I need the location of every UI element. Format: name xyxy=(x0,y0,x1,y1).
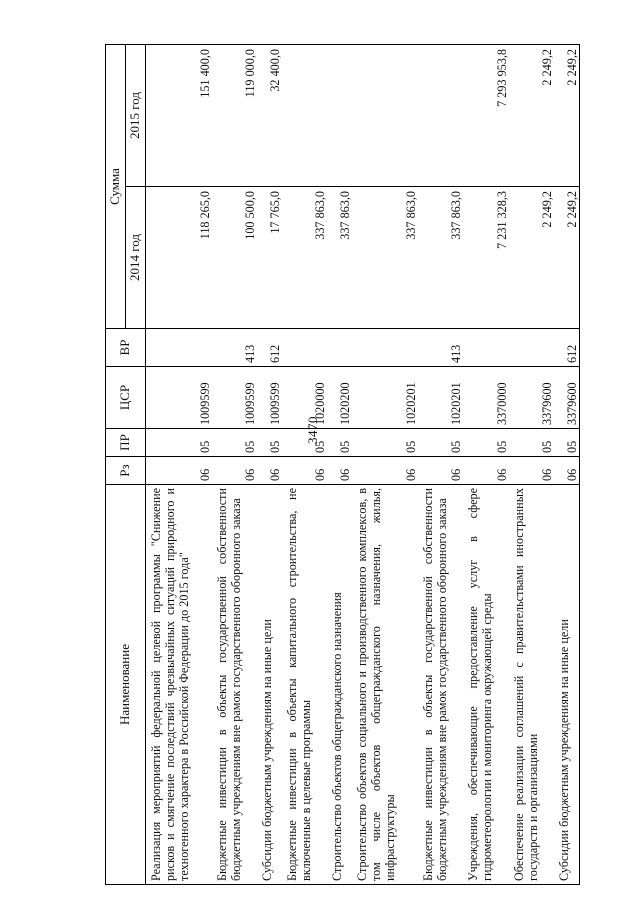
row-name: Бюджетные инвестиции в объекты государственной собственности бюджетным учреждениям вне рамок государственного оборонного заказа xyxy=(212,485,257,885)
page-number: 3470 xyxy=(305,416,320,444)
row-amount-2014: 100 500,0 xyxy=(212,187,257,329)
table-row xyxy=(509,45,554,885)
table-row xyxy=(463,45,508,885)
row-name: Учреждения, обеспечивающие предоставление услуг в сфере гидрометеорологии и мониторинга окружающей среды xyxy=(463,485,508,885)
row-rz: 06 xyxy=(146,457,212,485)
table-body xyxy=(146,45,580,885)
row-pr: 05 xyxy=(212,429,257,457)
table-header xyxy=(106,45,146,885)
row-pr: 05 xyxy=(554,429,580,457)
row-pr: 05 xyxy=(146,429,212,457)
row-name: Бюджетные инвестиции в объекты государственной собственности бюджетным учреждениям вне рамок государственного оборонного заказа xyxy=(418,485,463,885)
header-rz: Рз xyxy=(106,457,146,485)
header-year-2014: 2014 год xyxy=(126,187,146,329)
row-name: Субсидии бюджетным учреждениям на иные цели xyxy=(554,485,580,885)
row-amount-2014: 2 249,2 xyxy=(509,187,554,329)
row-csr: 1009599 xyxy=(257,367,282,429)
header-year-2015: 2015 год xyxy=(126,45,146,187)
row-amount-2015 xyxy=(418,45,463,187)
row-pr: 05 xyxy=(418,429,463,457)
row-pr: 05 xyxy=(282,429,327,457)
row-pr: 05 xyxy=(327,429,352,457)
row-amount-2015: 151 400,0 xyxy=(146,45,212,187)
row-name: Реализация мероприятий федеральной целевой программы "Снижение рисков и смягчение последствий чрезвычайных ситуаций природного и техногенного характера в Российской Федерации до 2015 года" xyxy=(146,485,212,885)
row-rz: 06 xyxy=(327,457,352,485)
row-rz: 06 xyxy=(352,457,418,485)
row-name: Бюджетные инвестиции в объекты капитального строительства, не включенные в целевые программы xyxy=(282,485,327,885)
header-name: Наименование xyxy=(106,485,146,885)
row-csr: 3379600 xyxy=(554,367,580,429)
row-amount-2015: 2 249,2 xyxy=(554,45,580,187)
row-amount-2015: 2 249,2 xyxy=(509,45,554,187)
row-rz: 06 xyxy=(282,457,327,485)
row-vr xyxy=(146,329,212,367)
row-amount-2015: 119 000,0 xyxy=(212,45,257,187)
row-amount-2014: 337 863,0 xyxy=(352,187,418,329)
row-name: Обеспечение реализации соглашений с правительствами иностранных государств и организациями xyxy=(509,485,554,885)
table-row xyxy=(257,45,282,885)
table-row xyxy=(352,45,418,885)
row-amount-2014: 337 863,0 xyxy=(418,187,463,329)
row-vr xyxy=(327,329,352,367)
table-row xyxy=(327,45,352,885)
row-csr: 3370000 xyxy=(463,367,508,429)
row-amount-2015: 32 400,0 xyxy=(257,45,282,187)
header-vr: ВР xyxy=(106,329,146,367)
row-csr: 1020201 xyxy=(418,367,463,429)
row-pr: 05 xyxy=(463,429,508,457)
table-row xyxy=(146,45,212,885)
row-amount-2014: 7 231 328,3 xyxy=(463,187,508,329)
row-vr: 612 xyxy=(554,329,580,367)
row-amount-2014: 337 863,0 xyxy=(327,187,352,329)
header-csr: ЦСР xyxy=(106,367,146,429)
rotated-table-container xyxy=(105,45,580,885)
table-row xyxy=(282,45,327,885)
row-rz: 06 xyxy=(418,457,463,485)
row-name: Субсидии бюджетным учреждениям на иные цели xyxy=(257,485,282,885)
row-csr: 1020000 xyxy=(282,367,327,429)
row-name: Строительство объектов социального и производственного комплексов, в том числе объектов общегражданского назначения, жилья, инфраструктуры xyxy=(352,485,418,885)
row-vr: 413 xyxy=(212,329,257,367)
row-name: Строительство объектов общегражданского назначения xyxy=(327,485,352,885)
row-csr: 3379600 xyxy=(509,367,554,429)
row-vr: 612 xyxy=(257,329,282,367)
row-vr xyxy=(352,329,418,367)
row-amount-2014: 118 265,0 xyxy=(146,187,212,329)
row-amount-2015 xyxy=(352,45,418,187)
row-amount-2014: 337 863,0 xyxy=(282,187,327,329)
row-amount-2015: 7 293 953,8 xyxy=(463,45,508,187)
table-row xyxy=(418,45,463,885)
row-vr: 413 xyxy=(418,329,463,367)
row-rz: 06 xyxy=(212,457,257,485)
row-rz: 06 xyxy=(463,457,508,485)
header-pr: ПР xyxy=(106,429,146,457)
row-rz: 06 xyxy=(554,457,580,485)
row-csr: 1009599 xyxy=(212,367,257,429)
row-rz: 06 xyxy=(509,457,554,485)
row-amount-2015 xyxy=(282,45,327,187)
row-csr: 1020201 xyxy=(352,367,418,429)
row-csr: 1020200 xyxy=(327,367,352,429)
row-pr: 05 xyxy=(352,429,418,457)
header-sum: Сумма xyxy=(106,45,126,329)
table-row xyxy=(554,45,580,885)
row-csr: 1009599 xyxy=(146,367,212,429)
row-pr: 05 xyxy=(257,429,282,457)
row-vr xyxy=(282,329,327,367)
row-amount-2014: 17 765,0 xyxy=(257,187,282,329)
row-amount-2014: 2 249,2 xyxy=(554,187,580,329)
row-vr xyxy=(463,329,508,367)
table-row xyxy=(212,45,257,885)
budget-table xyxy=(105,44,580,885)
row-rz: 06 xyxy=(257,457,282,485)
row-pr: 05 xyxy=(509,429,554,457)
row-vr xyxy=(509,329,554,367)
row-amount-2015 xyxy=(327,45,352,187)
